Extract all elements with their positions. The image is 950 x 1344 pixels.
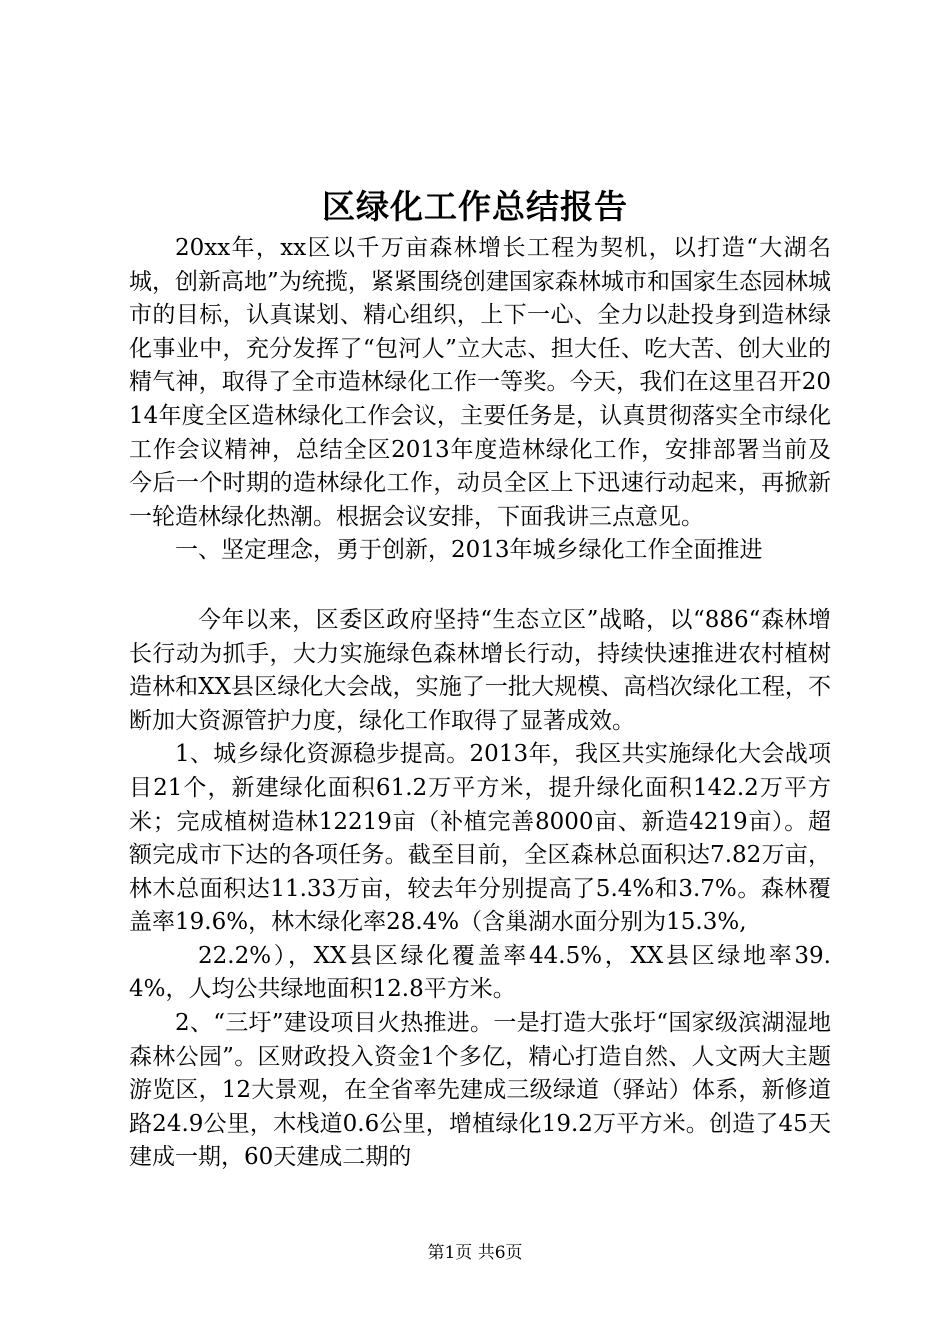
paragraph-item-1: 1、城乡绿化资源稳步提高。2013年，我区共实施绿化大会战项目21个，新建绿化面积61.2万平方米，提升绿化面积142.2万平方米；完成植树造林12219亩（补植完善8000亩、新造4219亩）。超额完成市下达的各项任务。截至目前，全区森林总面积达7.82万亩，林木总面积达11.33万亩，较去年分别提高了5.4%和3.7%。森林覆盖率19.6%，林木绿化率28.4%（含巢湖水面分别为15.3%, xyxy=(129,741,831,936)
paragraph-item-1-continued: 22.2%），XX县区绿化覆盖率44.5%，XX县区绿地率39.4%，人均公共绿地面积12.8平方米。 xyxy=(129,942,831,1003)
section-heading-1: 一、坚定理念，勇于创新，2013年城乡绿化工作全面推进 xyxy=(175,537,763,564)
page-footer: 第1页 共6页 xyxy=(427,1243,523,1263)
paragraph-overview: 今年以来，区委区政府坚持“生态立区”战略，以“886“森林增长行动为抓手，大力实施绿色森林增长行动，持续快速推进农村植树造林和XX县区绿化大会战，实施了一批大规模、高档次绿化工程，不断加大资源管护力度，绿化工作取得了显著成效。 xyxy=(129,606,831,734)
document-body xyxy=(129,232,831,1175)
document-title: 区绿化工作总结报告 xyxy=(322,187,628,226)
paragraph-item-2: 2、“三圩”建设项目火热推进。一是打造大张圩“国家级滨湖湿地森林公园”。区财政投入资金1个多亿，精心打造自然、人文两大主题游览区，12大景观，在全省率先建成三级绿道（驿站）体系，新修道路24.9公里，木栈道0.6公里，增植绿化19.2万平方米。创造了45天建成一期，60天建成二期的 xyxy=(129,1010,831,1171)
paragraph-intro: 20xx年，xx区以千万亩森林增长工程为契机，以打造“大湖名城，创新高地”为统揽，紧紧围绕创建国家森林城市和国家生态园林城市的目标，认真谋划、精心组织，上下一心、全力以赴投身到造林绿化事业中，充分发挥了“包河人”立大志、担大任、吃大苦、创大业的精气神，取得了全市造林绿化工作一等奖。今天，我们在这里召开2014年度全区造林绿化工作会议，主要任务是，认真贯彻落实全市绿化工作会议精神，总结全区2013年度造林绿化工作，安排部署当前及今后一个时期的造林绿化工作，动员全区上下迅速行动起来，再掀新一轮造林绿化热潮。根据会议安排，下面我讲三点意见。 xyxy=(129,235,831,530)
